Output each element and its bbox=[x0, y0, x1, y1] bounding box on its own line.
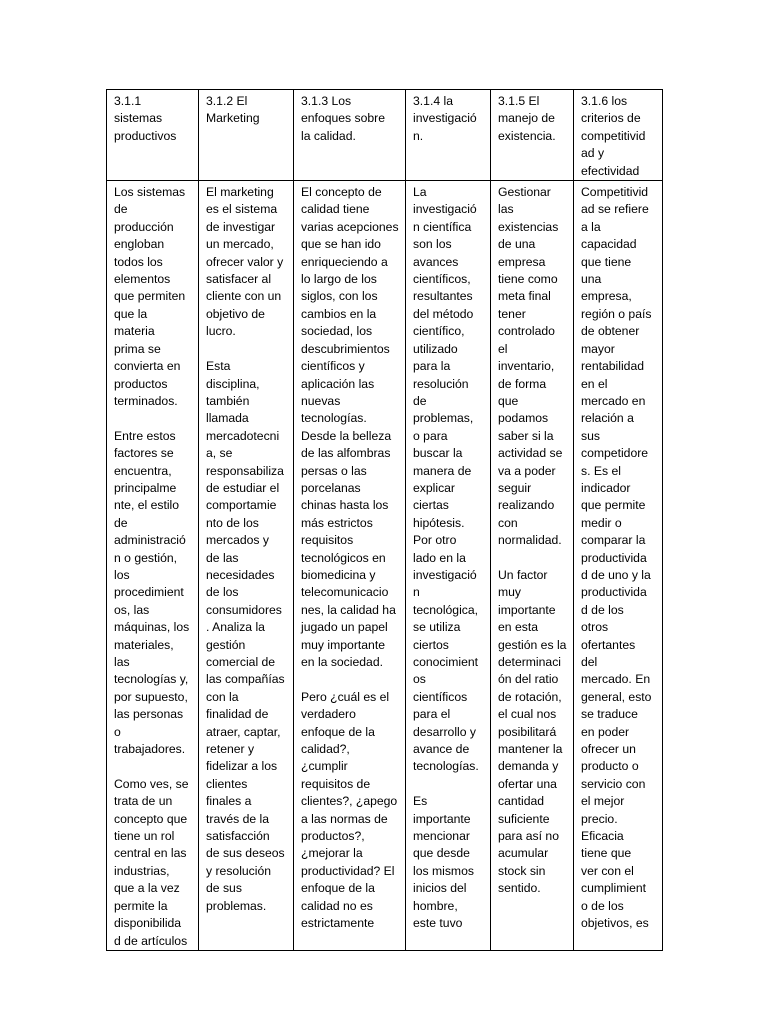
table-header-row bbox=[107, 90, 663, 181]
body-cell-enfoques-calidad: El concepto de calidad tiene varias acepciones que se han ido enriqueciendo a lo largo de los siglos, con los cambios en la sociedad, los descubrimientos científicos y aplicación las nuevas tecnologías. Desde la belleza de las alfombras persas o las porcelanas chinas hasta los más estrictos requisitos tecnológicos en biomedicina y telecomunicacio nes, la calidad ha jugado un papel muy importante en la sociedad. Pero ¿cuál es el verdadero enfoque de la calidad?, ¿cumplir requisitos de clientes?, ¿apego a las normas de productos?, ¿mejorar la productividad? El enfoque de la calidad no es estrictamente bbox=[294, 181, 406, 951]
body-cell-competitividad: Competitivid ad se refiere a la capacidad que tiene una empresa, región o país de obtener mayor rentabilidad en el mercado en relación a sus competidore s. Es el indicador que permite medir o comparar la productivida d de uno y la productivida d de los otros ofertantes del mercado. En general, esto se traduce en poder ofrecer un producto o servicio con el mejor precio. Eficacia tiene que ver con el cumplimient o de los objetivos, es bbox=[574, 181, 663, 951]
topics-table bbox=[106, 89, 663, 951]
header-cell-marketing: 3.1.2 El Marketing bbox=[199, 90, 294, 181]
body-cell-marketing: El marketing es el sistema de investigar un mercado, ofrecer valor y satisfacer al cliente con un objetivo de lucro. Esta disciplina, también llamada mercadotecni a, se responsabiliza de estudiar el comportamie nto de los mercados y de las necesidades de los consumidores . Analiza la gestión comercial de las compañías con la finalidad de atraer, captar, retener y fidelizar a los clientes finales a través de la satisfacción de sus deseos y resolución de sus problemas. bbox=[199, 181, 294, 951]
body-cell-sistemas-productivos: Los sistemas de producción engloban todos los elementos que permiten que la materia prima se convierta en productos terminados. Entre estos factores se encuentra, principalme nte, el estilo de administració n o gestión, los procedimient os, las máquinas, los materiales, las tecnologías y, por supuesto, las personas o trabajadores. Como ves, se trata de un concepto que tiene un rol central en las industrias, que a la vez permite la disponibilida d de artículos bbox=[107, 181, 199, 951]
body-cell-investigacion: La investigació n científica son los avances científicos, resultantes del método científico, utilizado para la resolución de problemas, o para buscar la manera de explicar ciertas hipótesis. Por otro lado en la investigació n tecnológica, se utiliza ciertos conocimient os científicos para el desarrollo y avance de tecnologías. Es importante mencionar que desde los mismos inicios del hombre, este tuvo bbox=[406, 181, 491, 951]
header-cell-enfoques-calidad: 3.1.3 Los enfoques sobre la calidad. bbox=[294, 90, 406, 181]
header-cell-competitividad: 3.1.6 los criterios de competitivid ad y efectividad bbox=[574, 90, 663, 181]
header-cell-manejo-existencia: 3.1.5 El manejo de existencia. bbox=[491, 90, 574, 181]
body-cell-manejo-existencia: Gestionar las existencias de una empresa tiene como meta final tener controlado el inventario, de forma que podamos saber si la actividad se va a poder seguir realizando con normalidad. Un factor muy importante en esta gestión es la determinaci ón del ratio de rotación, el cual nos posibilitará mantener la demanda y ofertar una cantidad suficiente para así no acumular stock sin sentido. bbox=[491, 181, 574, 951]
header-cell-investigacion: 3.1.4 la investigació n. bbox=[406, 90, 491, 181]
header-cell-sistemas-productivos: 3.1.1 sistemas productivos bbox=[107, 90, 199, 181]
table-row bbox=[107, 181, 663, 951]
